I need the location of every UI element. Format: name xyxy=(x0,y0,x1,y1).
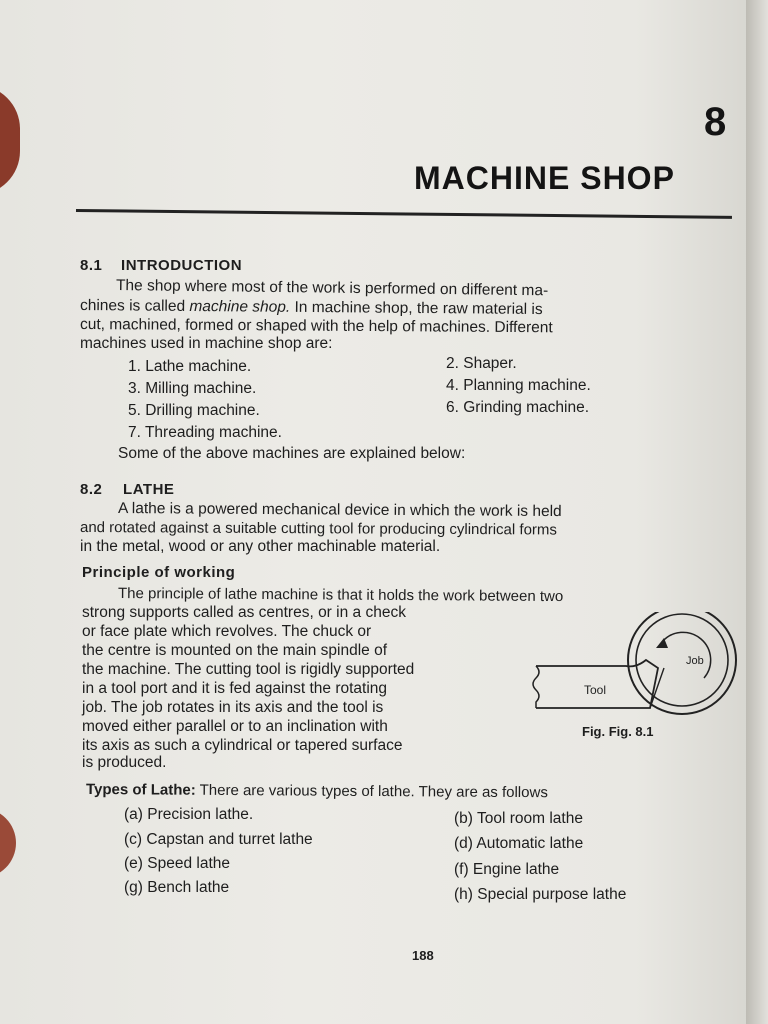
lathe-heading-number: 8.2 xyxy=(80,481,103,498)
tool-break-line xyxy=(533,666,539,708)
page-number: 188 xyxy=(412,948,434,963)
finger-bottom xyxy=(0,808,16,878)
lathe-figure xyxy=(528,612,738,742)
type-item-b: (b) Tool room lathe xyxy=(454,810,583,827)
finger-top xyxy=(0,85,20,195)
principle-line-4: the centre is mounted on the main spindle of xyxy=(82,642,388,659)
machine-item-3: 3. Milling machine. xyxy=(128,380,257,397)
type-item-h: (h) Special purpose lathe xyxy=(454,886,627,903)
intro-line-2a: chines is called xyxy=(79,297,190,315)
intro-line-1: The shop where most of the work is performed on different ma- xyxy=(115,277,549,300)
lathe-line-3: in the metal, wood or any other machinable material. xyxy=(80,538,441,555)
machine-item-6: 6. Grinding machine. xyxy=(446,399,590,416)
job-outer-circle xyxy=(628,612,736,714)
types-lead: Types of Lathe: xyxy=(85,781,196,799)
type-item-c: (c) Capstan and turret lathe xyxy=(124,831,313,848)
principle-line-1: The principle of lathe machine is that it holds the work between two xyxy=(117,585,564,606)
tool-label: Tool xyxy=(584,683,607,697)
type-item-a: (a) Precision lathe. xyxy=(124,806,254,823)
intro-line-2b: In machine shop, the raw material is xyxy=(290,298,543,319)
job-label: Job xyxy=(686,655,704,667)
lathe-heading-text: LATHE xyxy=(123,481,175,498)
principle-heading: Principle of working xyxy=(82,564,236,581)
lathe-heading xyxy=(80,481,174,498)
types-text: There are various types of lathe. They are as follows xyxy=(195,781,548,802)
lathe-line-1: A lathe is a powered mechanical device in which the work is held xyxy=(117,500,562,521)
machine-item-4: 4. Planning machine. xyxy=(446,377,591,394)
principle-line-7: job. The job rotates in its axis and the tool is xyxy=(82,699,384,716)
chapter-title: MACHINE SHOP xyxy=(414,160,675,196)
machine-item-5: 5. Drilling machine. xyxy=(128,402,260,419)
intro-heading xyxy=(80,257,242,274)
rotation-arrowhead xyxy=(656,638,668,648)
principle-line-6: in a tool port and it is fed against the rotating xyxy=(82,680,388,697)
machine-item-7: 7. Threading machine. xyxy=(128,424,282,441)
type-item-f: (f) Engine lathe xyxy=(454,861,560,878)
intro-line-4: machines used in machine shop are: xyxy=(80,335,333,352)
type-item-g: (g) Bench lathe xyxy=(124,879,230,896)
principle-line-3: or face plate which revolves. The chuck or xyxy=(82,623,372,640)
title-rule xyxy=(76,209,732,219)
types-intro xyxy=(86,781,548,801)
intro-heading-text: INTRODUCTION xyxy=(121,257,243,274)
machine-item-1: 1. Lathe machine. xyxy=(128,358,252,375)
principle-line-5: the machine. The cutting tool is rigidly supported xyxy=(82,661,415,678)
intro-line-3: cut, machined, formed or shaped with the help of machines. Different xyxy=(79,316,553,337)
principle-line-2: strong supports called as centres, or in a check xyxy=(82,604,406,621)
machine-item-2: 2. Shaper. xyxy=(446,355,517,372)
type-item-e: (e) Speed lathe xyxy=(124,855,230,872)
principle-line-10: is produced. xyxy=(82,754,167,771)
type-item-d: (d) Automatic lathe xyxy=(454,835,584,852)
figure-caption: Fig. Fig. 8.1 xyxy=(582,724,654,739)
principle-line-9: its axis as such a cylindrical or tapered surface xyxy=(82,737,403,754)
intro-term-machine-shop: machine shop. xyxy=(189,297,291,316)
lathe-line-2: and rotated against a suitable cutting tool for producing cylindrical forms xyxy=(79,519,557,539)
page-edge xyxy=(746,0,768,1024)
intro-heading-number: 8.1 xyxy=(80,257,103,274)
intro-closing: Some of the above machines are explained below: xyxy=(118,445,466,462)
principle-line-8: moved either parallel or to an inclination with xyxy=(82,718,388,735)
job-inner-circle xyxy=(636,614,728,706)
chapter-number: 8 xyxy=(704,100,727,144)
